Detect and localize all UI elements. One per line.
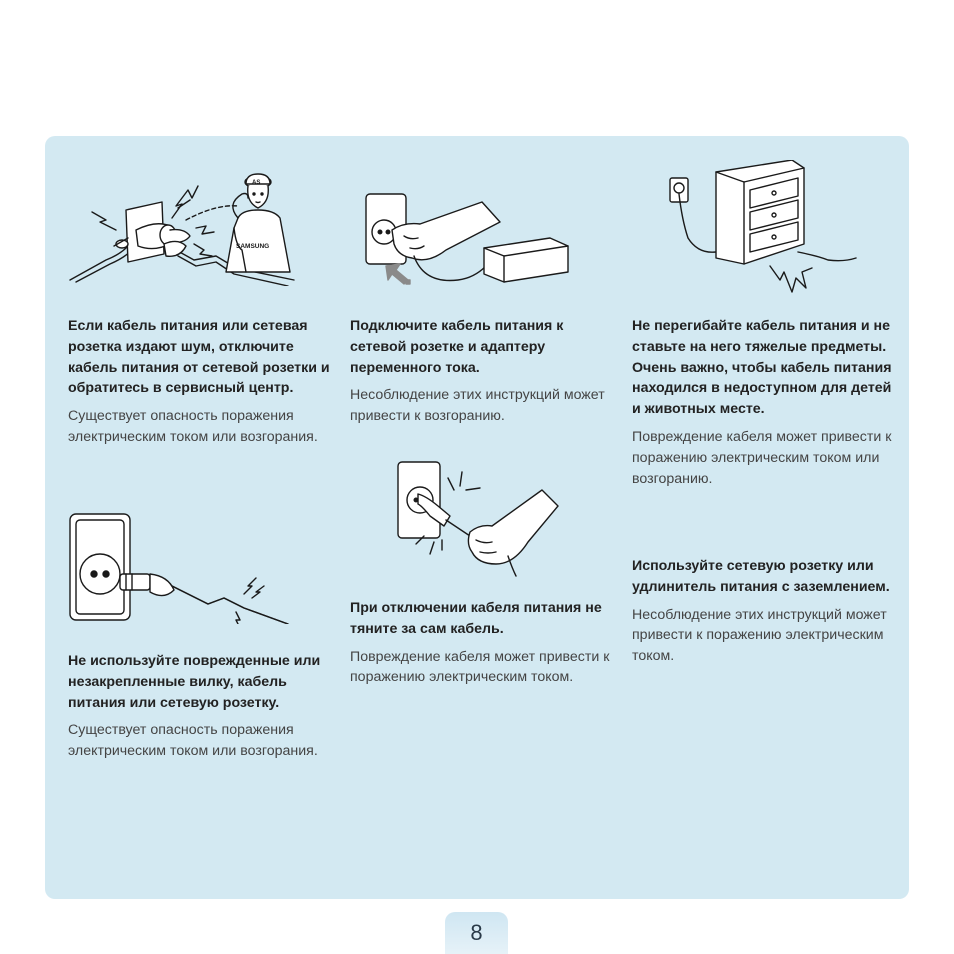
plug-adapter-illustration [364, 192, 576, 292]
section-bend [632, 316, 894, 489]
cabinet-on-cable-illustration [668, 160, 858, 302]
section-bend-desc: Повреждение кабеля может привести к поражению электрическим током или возгоранию. [632, 428, 892, 487]
section-connect [350, 316, 612, 427]
section-damaged-desc: Существует опасность поражения электрическим током или возгорания. [68, 722, 318, 760]
section-pull [350, 598, 612, 688]
section-bend-title: Не перегибайте кабель питания и не ставьте на него тяжелые предметы. Очень важно, чтобы кабель питания находился в недоступном для детей и животных месте. [632, 318, 892, 418]
section-pull-desc: Повреждение кабеля может привести к поражению электрическим током. [350, 648, 610, 686]
section-ground [632, 556, 894, 667]
shirt-label: SAMSUNG [236, 243, 270, 250]
section-damaged-title: Не используйте поврежденные или незакрепленные вилку, кабель питания или сетевую розетку. [68, 653, 321, 711]
section-ground-desc: Несоблюдение этих инструкций может привести к поражению электрическим током. [632, 606, 887, 665]
section-pull-title: При отключении кабеля питания не тяните за сам кабель. [350, 600, 602, 637]
section-noise-desc: Существует опасность поражения электрическим током или возгорания. [68, 408, 318, 445]
section-connect-desc: Несоблюдение этих инструкций может привести к возгоранию. [350, 387, 605, 425]
page-number: 8 [445, 912, 508, 954]
section-ground-title: Используйте сетевую розетку или удлинитель питания с заземлением. [632, 558, 890, 595]
noisy-plug-technician-illustration [66, 168, 306, 286]
section-damaged [68, 651, 330, 762]
pulling-cable-illustration [396, 460, 560, 578]
section-noise [68, 316, 330, 448]
section-noise-title: Если кабель питания или сетевая розетка издают шум, отключите кабель питания от сетевой розетки и обратитесь в сервисный центр. [68, 318, 330, 397]
damaged-cable-illustration [68, 512, 296, 624]
cap-label: AS [252, 180, 261, 186]
section-connect-title: Подключите кабель питания к сетевой розетке и адаптеру переменного тока. [350, 318, 564, 376]
